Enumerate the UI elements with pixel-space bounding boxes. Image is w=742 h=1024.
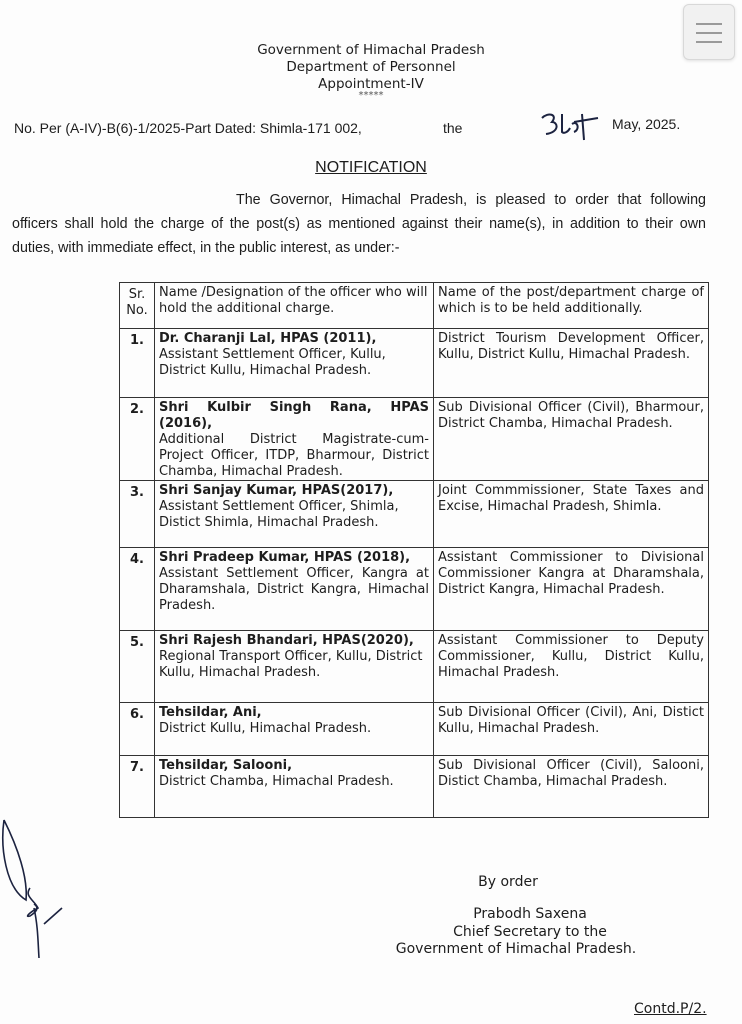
row-sr: 6. bbox=[120, 703, 155, 756]
table-row bbox=[120, 548, 709, 631]
row-post: Sub Divisional Officer (Civil), Bharmour, District Chamba, Himachal Pradesh. bbox=[434, 398, 709, 481]
table-row bbox=[120, 703, 709, 756]
officer-designation: Assistant Settlement Officer, Shimla, Distict Shimla, Himachal Pradesh. bbox=[159, 499, 399, 530]
menu-icon-line bbox=[696, 23, 722, 25]
officer-name: Tehsildar, Ani, bbox=[159, 705, 262, 720]
notification-title: NOTIFICATION bbox=[315, 159, 427, 176]
row-officer bbox=[155, 481, 434, 548]
officer-name: Shri Pradeep Kumar, HPAS (2018), bbox=[159, 550, 411, 565]
signatory-organisation: Government of Himachal Pradesh. bbox=[395, 941, 637, 957]
by-order: By order bbox=[478, 874, 538, 890]
row-post: Sub Divisional Officer (Civil), Ani, Distict Kullu, Himachal Pradesh. bbox=[434, 703, 709, 756]
row-post: Sub Divisional Officer (Civil), Salooni, Distict Chamba, Himachal Pradesh. bbox=[434, 756, 709, 818]
notification-paragraph: The Governor, Himachal Pradesh, is pleased to order that following officers shall hold the charge of the post(s) as mentioned against their name(s), in addition to their own duties, with immediate effect, in the public interest, as under:- bbox=[12, 192, 706, 256]
handwritten-date-31st bbox=[538, 110, 602, 142]
reference-the: the bbox=[443, 120, 463, 136]
header-post: Name of the post/department charge of which is to be held additionally. bbox=[434, 283, 709, 329]
reference-date: May, 2025. bbox=[612, 116, 681, 132]
row-post: Joint Commmissioner, State Taxes and Excise, Himachal Pradesh, Shimla. bbox=[434, 481, 709, 548]
letterhead-department: Department of Personnel bbox=[286, 59, 456, 75]
table-row bbox=[120, 398, 709, 481]
officer-name: Shri Kulbir Singh Rana, HPAS (2016), bbox=[159, 400, 429, 431]
letterhead-stars: ***** bbox=[358, 90, 384, 101]
header-name-designation: Name /Designation of the officer who will hold the additional charge. bbox=[155, 283, 434, 329]
signatory-designation: Chief Secretary to the bbox=[453, 924, 607, 940]
row-sr: 4. bbox=[120, 548, 155, 631]
table-row bbox=[120, 631, 709, 703]
row-officer bbox=[155, 756, 434, 818]
menu-icon-line bbox=[696, 32, 722, 34]
row-post: Assistant Commissioner to Divisional Commissioner Kangra at Dharamshala, District Kangra, Himachal Pradesh. bbox=[434, 548, 709, 631]
header-sr-no: Sr. No. bbox=[120, 283, 155, 329]
row-sr: 2. bbox=[120, 398, 155, 481]
row-officer bbox=[155, 398, 434, 481]
continued-note: Contd.P/2. bbox=[634, 1001, 707, 1017]
officer-name: Dr. Charanji Lal, HPAS (2011), bbox=[159, 331, 377, 346]
table-header-row bbox=[120, 283, 709, 329]
officer-designation: Assistant Settlement Officer, Kullu, District Kullu, Himachal Pradesh. bbox=[159, 347, 386, 378]
row-sr: 3. bbox=[120, 481, 155, 548]
row-sr: 1. bbox=[120, 329, 155, 398]
officer-designation: Assistant Settlement Officer, Kangra at Dharamshala, District Kangra, Himachal Pradesh. bbox=[159, 566, 429, 613]
table-row bbox=[120, 756, 709, 818]
row-officer bbox=[155, 631, 434, 703]
handwritten-signature bbox=[0, 808, 70, 958]
officers-table bbox=[119, 282, 709, 818]
row-sr: 5. bbox=[120, 631, 155, 703]
row-officer bbox=[155, 548, 434, 631]
letterhead-government: Government of Himachal Pradesh bbox=[257, 42, 485, 58]
letterhead-section: Appointment-IV bbox=[318, 76, 424, 92]
table-row bbox=[120, 329, 709, 398]
officer-designation: District Chamba, Himachal Pradesh. bbox=[159, 774, 394, 789]
officer-designation: District Kullu, Himachal Pradesh. bbox=[159, 721, 372, 736]
officer-name: Shri Sanjay Kumar, HPAS(2017), bbox=[159, 483, 394, 498]
row-sr: 7. bbox=[120, 756, 155, 818]
reference-number: No. Per (A-IV)-B(6)-1/2025-Part Dated: Shimla-171 002, bbox=[14, 120, 362, 136]
signatory-name: Prabodh Saxena bbox=[473, 906, 587, 922]
officer-designation: Regional Transport Officer, Kullu, District Kullu, Himachal Pradesh. bbox=[159, 649, 423, 680]
row-post: Assistant Commissioner to Deputy Commissioner, Kullu, District Kullu, Himachal Pradesh. bbox=[434, 631, 709, 703]
row-officer bbox=[155, 329, 434, 398]
row-officer bbox=[155, 703, 434, 756]
row-post: District Tourism Development Officer, Kullu, District Kullu, Himachal Pradesh. bbox=[434, 329, 709, 398]
table-row bbox=[120, 481, 709, 548]
officer-designation: Additional District Magistrate-cum-Project Officer, ITDP, Bharmour, District Chamba, Himachal Pradesh. bbox=[159, 432, 429, 479]
officer-name: Shri Rajesh Bhandari, HPAS(2020), bbox=[159, 633, 414, 648]
officer-name: Tehsildar, Salooni, bbox=[159, 758, 293, 773]
